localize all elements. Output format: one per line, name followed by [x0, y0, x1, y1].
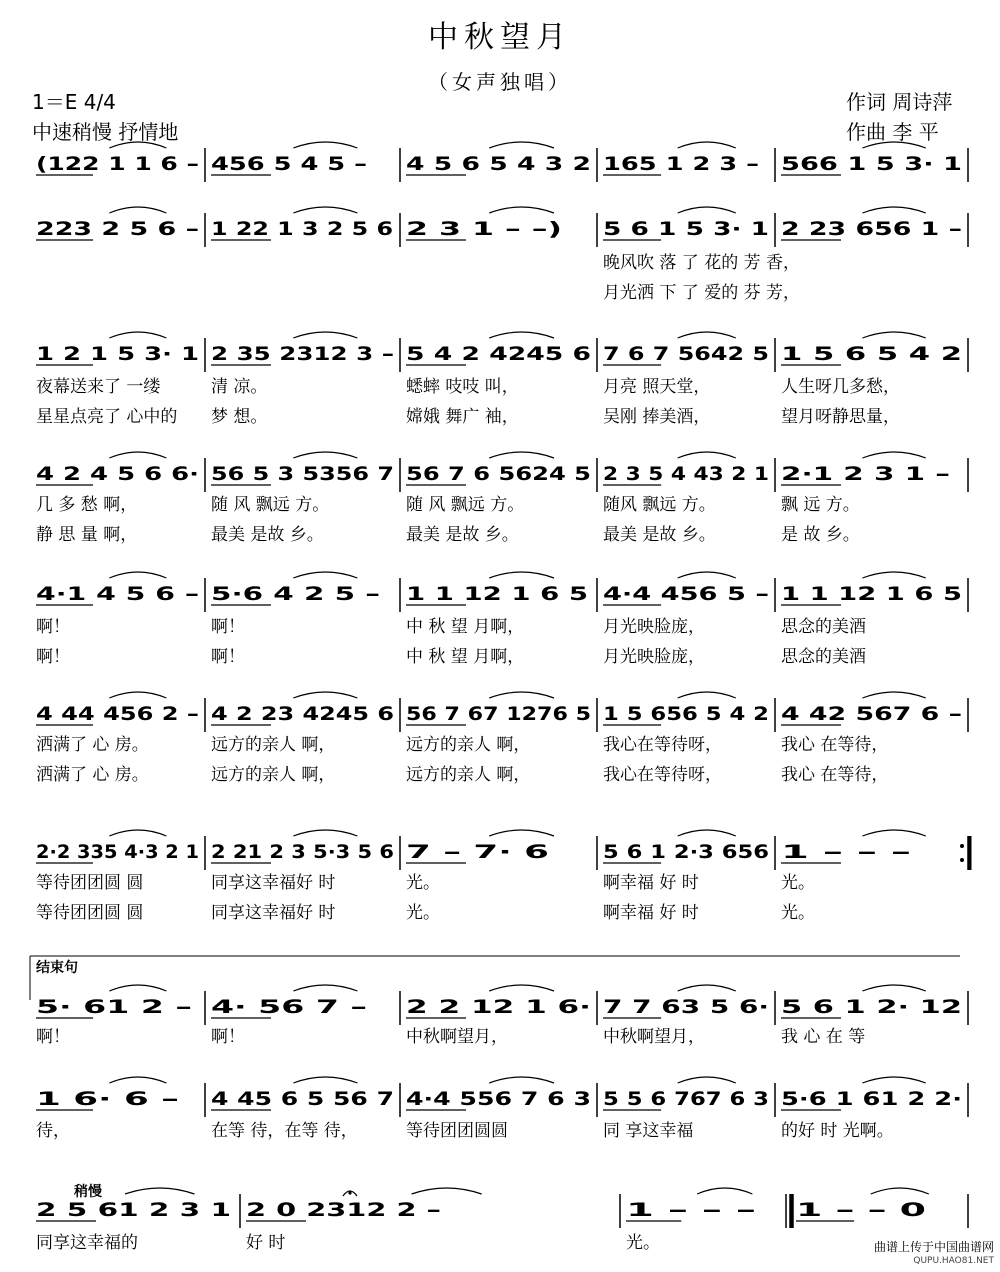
system-s6 [36, 692, 968, 785]
lyric-text: 飘 远 方。 [781, 495, 860, 515]
lyric-text: 好 时 [246, 1233, 286, 1253]
measure-notes: 4·4 556 7 6 3 [406, 1088, 591, 1110]
system-s1 [36, 142, 968, 182]
lyric-text: 光。 [626, 1233, 660, 1253]
lyric-text: 望月呀静思量， [781, 407, 900, 427]
ending-label: 结束句 [36, 960, 78, 976]
lyric-text: 中 秋 望 月啊， [406, 617, 525, 637]
slur-arc [489, 985, 554, 991]
measure-notes: 5·6 1 61 2 2· [781, 1088, 962, 1110]
lyric-text: 的好 时 光啊。 [781, 1121, 894, 1141]
measure-notes: 4·4 456 5 – [603, 583, 769, 605]
measure-notes: 5 5 6 767 6 3 [603, 1088, 769, 1110]
measure-notes: 1 1 12 1 6 5 [781, 583, 962, 605]
slur-arc [109, 830, 166, 836]
slur-arc [109, 332, 166, 338]
lyric-text: 远方的亲人 啊， [406, 735, 531, 755]
lyric-text: 随 风 飘远 方。 [211, 495, 330, 515]
slur-arc [862, 985, 925, 991]
slur-arc [678, 207, 736, 213]
measure-notes: 223 2 5 6 – [36, 218, 199, 240]
lyric-text: 晚风吹 落 了 花的 芳 香， [603, 253, 801, 273]
lyric-text: 随 风 飘远 方。 [406, 495, 525, 515]
lyric-text: 啊！ [211, 617, 245, 637]
system-s3 [36, 332, 968, 427]
lyric-text: 远方的亲人 啊， [211, 765, 336, 785]
footer-source: 曲谱上传于中国曲谱网 [873, 1240, 994, 1254]
slur-arc [678, 332, 736, 338]
slur-arc [293, 207, 357, 213]
measure-notes: 2 5 61 2 3 1 [36, 1199, 231, 1221]
footer-url: QUPU.HAO81.NET [913, 1256, 994, 1266]
system-s5 [36, 572, 968, 667]
lyric-text: 夜幕送来了 一缕 [36, 377, 161, 397]
system-s7 [36, 830, 970, 923]
lyric-text: 思念的美酒 [781, 647, 866, 667]
system-s8 [36, 985, 968, 1047]
slur-arc [293, 142, 357, 148]
lyric-text: 远方的亲人 啊， [406, 765, 531, 785]
measure-notes: 2 0 2312 2 – [246, 1199, 441, 1221]
lyric-text: 思念的美酒 [781, 617, 866, 637]
composer-credit: 作曲 李 平 [846, 120, 939, 144]
system-s10 [36, 1188, 968, 1253]
measure-notes: 56 7 6 5624 5 [406, 463, 591, 485]
measure-notes: 2·2 335 4·3 2 1 [36, 841, 199, 863]
lyric-text: 同 享这幸福 [603, 1121, 694, 1141]
slur-arc [862, 142, 925, 148]
slur-arc [489, 830, 554, 836]
slur-arc [678, 985, 736, 991]
measure-notes: 4 2 23 4245 6 [211, 703, 394, 725]
measure-notes: 1 5 656 5 4 2 [603, 703, 769, 725]
lyric-text: 我心 在等待， [781, 765, 889, 785]
slur-arc [293, 572, 357, 578]
slur-arc [862, 572, 925, 578]
lyric-text: 等待团团圆 圆 [36, 903, 144, 923]
lyric-text: 中秋啊望月， [406, 1027, 508, 1047]
slur-arc [125, 1188, 194, 1194]
lyric-text: 月光映脸庞， [603, 647, 705, 667]
slur-arc [109, 692, 166, 698]
measure-notes: 2·1 2 3 1 – [781, 463, 950, 485]
lyric-text: 最美 是故 乡。 [406, 525, 519, 545]
slur-arc [678, 830, 736, 836]
lyric-text: 啊！ [211, 647, 245, 667]
lyric-text: 随风 飘远 方。 [603, 495, 716, 515]
lyric-text: 啊！ [36, 1027, 70, 1047]
lyric-text: 中 秋 望 月啊， [406, 647, 525, 667]
slur-arc [293, 1077, 357, 1083]
measure-notes: 2 35 2312 3 – [211, 343, 394, 365]
slur-arc [862, 332, 925, 338]
measure-notes: 456 5 4 5 – [211, 153, 367, 175]
slur-arc [109, 1077, 166, 1083]
slur-arc [109, 985, 166, 991]
slur-arc [109, 452, 166, 458]
measure-notes: 4· 56 7 – [211, 996, 367, 1018]
repeat-dot [960, 858, 964, 862]
measure-notes: 5·6 4 2 5 – [211, 583, 380, 605]
slur-arc [109, 142, 166, 148]
system-s9 [36, 1077, 968, 1141]
measure-notes: 4 42 567 6 – [781, 703, 962, 725]
measure-notes: 1 22 1 3 2 5 6 [211, 218, 393, 240]
lyric-text: 光。 [406, 873, 440, 893]
measure-notes: 1 1 12 1 6 5 [406, 583, 588, 605]
lyric-text: 待， [36, 1121, 70, 1141]
measure-notes: 165 1 2 3 – [603, 153, 759, 175]
lyric-text: 我 心 在 等 [781, 1027, 866, 1047]
slur-arc [862, 452, 925, 458]
slur-arc [109, 207, 166, 213]
lyric-text: 最美 是故 乡。 [211, 525, 324, 545]
lyric-text: 我心在等待呀， [603, 765, 722, 785]
lyric-text: 啊！ [211, 1027, 245, 1047]
lyric-text: 蟋蟀 吱吱 叫， [406, 377, 519, 397]
measure-notes: 1 5 6 5 4 2 [781, 343, 962, 365]
lyric-text: 最美 是故 乡。 [603, 525, 716, 545]
measure-notes: 5 6 1 2· 12 [781, 996, 962, 1018]
lyric-text: 几 多 愁 啊， [36, 495, 138, 515]
measure-notes: 2 23 656 1 – [781, 218, 962, 240]
measure-notes: 5 4 2 4245 6 [406, 343, 591, 365]
slur-arc [412, 1188, 482, 1194]
slur-arc [678, 1077, 736, 1083]
measure-notes: 7 7 63 5 6· [603, 996, 769, 1018]
lyric-text: 同享这幸福好 时 [211, 873, 336, 893]
lyric-text: 是 故 乡。 [781, 525, 860, 545]
footer-credit [874, 1240, 994, 1268]
lyric-text: 月光洒 下 了 爱的 芬 芳， [603, 283, 801, 303]
slur-arc [489, 142, 554, 148]
slur-arc [293, 830, 357, 836]
lyric-text: 在等 待，在等 待， [211, 1121, 358, 1141]
song-title: 中秋望月 [428, 20, 572, 55]
measure-notes: 5 6 1 2·3 656 [603, 841, 769, 863]
slur-arc [678, 572, 736, 578]
repeat-dot [960, 844, 964, 848]
measure-notes: 4 45 6 5 56 7 [211, 1088, 394, 1110]
slur-arc [697, 1188, 752, 1194]
slower-label: 稍慢 [74, 1184, 102, 1200]
measure-notes: 1 2 1 5 3· 1 [36, 343, 199, 365]
lyric-text: 光。 [406, 903, 440, 923]
lyric-text: 啊幸福 好 时 [603, 873, 699, 893]
measure-notes: 1 – – – [626, 1199, 756, 1221]
measure-notes: 1 6· 6 – [36, 1088, 179, 1110]
tempo-marking: 中速稍慢 抒情地 [32, 120, 179, 144]
slur-arc [489, 452, 554, 458]
lyric-text: 同享这幸福的 [36, 1233, 138, 1253]
measure-notes: 4 2 4 5 6 6· [36, 463, 199, 485]
measure-notes: 7 – 7· 6 [406, 841, 549, 863]
lyric-text: 月光映脸庞， [603, 617, 705, 637]
lyricist-credit: 作词 周诗萍 [846, 90, 953, 114]
measure-notes: 2 3 1 – –) [406, 218, 562, 240]
lyric-text: 静 思 量 啊， [36, 525, 138, 545]
measure-notes: 56 5 3 5356 7 [211, 463, 394, 485]
slur-arc [871, 1188, 929, 1194]
measure-notes: 4 5 6 5 4 3 2 [406, 153, 591, 175]
lyric-text: 等待团团圆圆 [406, 1121, 508, 1141]
slur-arc [678, 142, 736, 148]
lyric-text: 洒满了 心 房。 [36, 765, 149, 785]
lyric-text: 啊！ [36, 647, 70, 667]
lyric-text: 梦 想。 [211, 407, 268, 427]
lyric-text: 洒满了 心 房。 [36, 735, 149, 755]
lyric-text: 同享这幸福好 时 [211, 903, 336, 923]
slur-arc [293, 452, 357, 458]
measure-notes: 7 6 7 5642 5 [603, 343, 769, 365]
slur-arc [109, 572, 166, 578]
slur-arc [293, 332, 357, 338]
lyric-text: 清 凉。 [211, 377, 268, 397]
measure-notes: 5· 61 2 – [36, 996, 192, 1018]
measure-notes: 2 2 12 1 6· [406, 996, 591, 1018]
lyric-text: 月亮 照天堂， [603, 377, 711, 397]
measure-notes: 2 3 5 4 43 2 1 [603, 463, 769, 485]
lyric-text: 远方的亲人 啊， [211, 735, 336, 755]
lyric-text: 中秋啊望月， [603, 1027, 705, 1047]
measure-notes: 56 7 67 1276 5 [406, 703, 591, 725]
system-s4 [36, 452, 968, 545]
slur-arc [489, 692, 554, 698]
measure-notes: 4 44 456 2 – [36, 703, 199, 725]
measure-notes: 566 1 5 3· 1 [781, 153, 962, 175]
lyric-text: 我心 在等待， [781, 735, 889, 755]
measure-notes: 2 21 2 3 5·3 5 6 [211, 841, 394, 863]
lyric-text: 我心在等待呀， [603, 735, 722, 755]
song-subtitle: （女声独唱） [428, 70, 572, 94]
slur-arc [293, 692, 357, 698]
slur-arc [862, 1077, 925, 1083]
system-s2 [36, 207, 968, 303]
slur-arc [678, 452, 736, 458]
key-signature: 1＝E 4/4 [32, 90, 116, 114]
slur-arc [293, 985, 357, 991]
fermata-dot [348, 1191, 351, 1194]
measure-notes: 1 – – 0 [796, 1199, 926, 1221]
slur-arc [862, 692, 925, 698]
lyric-text: 吴刚 捧美酒， [603, 407, 711, 427]
measure-notes: 4·1 4 5 6 – [36, 583, 199, 605]
measure-notes: 5 6 1 5 3· 1 [603, 218, 769, 240]
lyric-text: 嫦娥 舞广 袖， [406, 407, 519, 427]
lyric-text: 星星点亮了 心中的 [36, 407, 178, 427]
slur-arc [678, 692, 736, 698]
lyric-text: 等待团团圆 圆 [36, 873, 144, 893]
slur-arc [489, 1077, 554, 1083]
slur-arc [862, 207, 925, 213]
slur-arc [489, 332, 554, 338]
slur-arc [489, 572, 554, 578]
lyric-text: 光。 [781, 873, 815, 893]
slur-arc [862, 830, 925, 836]
lyric-text: 人生呀几多愁， [781, 377, 900, 397]
lyric-text: 光。 [781, 903, 815, 923]
lyric-text: 啊！ [36, 617, 70, 637]
measure-notes: (122 1 1 6 – [36, 153, 199, 175]
slur-arc [489, 207, 554, 213]
lyric-text: 啊幸福 好 时 [603, 903, 699, 923]
measure-notes: 1 – – – [781, 841, 911, 863]
